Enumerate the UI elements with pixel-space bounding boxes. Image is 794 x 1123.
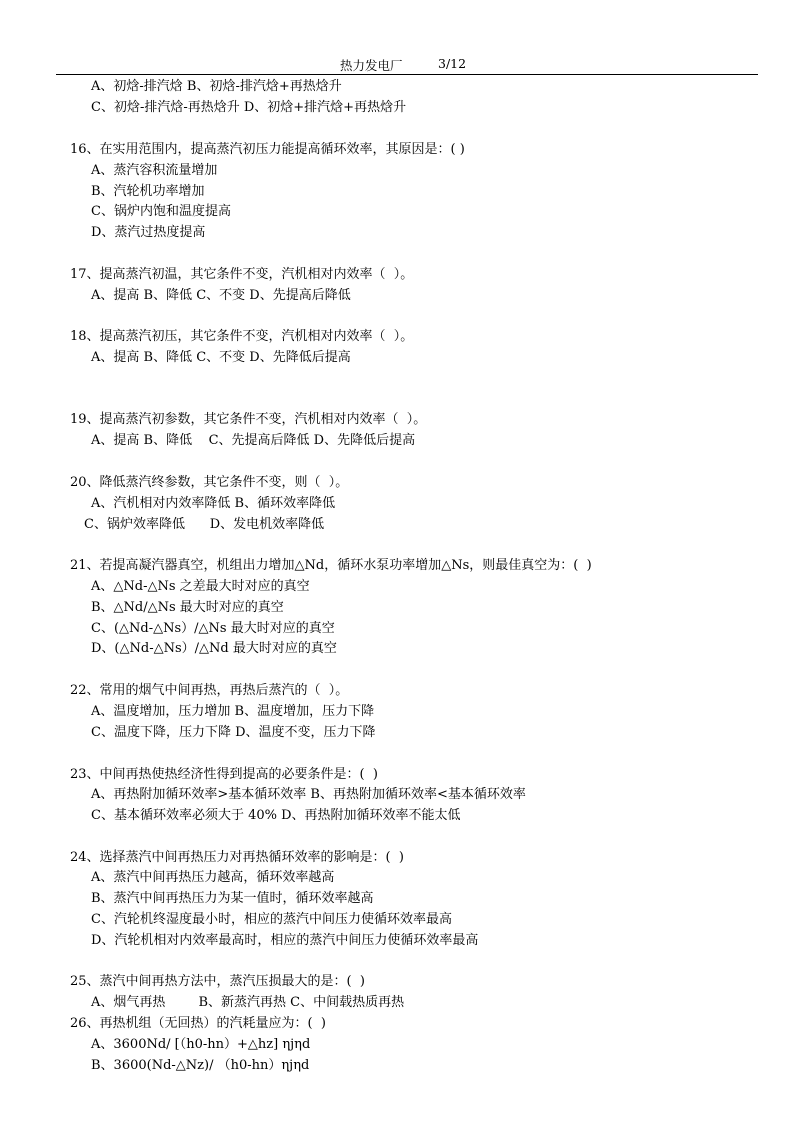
option-text: C、锅炉内饱和温度提高 <box>91 204 231 219</box>
option-text: B、3600(Nd-△Nz)/ （h0-hn）ηjηd <box>91 1058 310 1073</box>
option-text: A、提高 B、降低 C、不变 D、先提高后降低 <box>91 288 351 303</box>
question-text: 26、再热机组（无回热）的汽耗量应为：( ) <box>70 1016 326 1031</box>
option-text: A、蒸汽中间再热压力越高，循环效率越高 <box>91 870 335 885</box>
question-text: 24、选择蒸汽中间再热压力对再热循环效率的影响是：( ) <box>70 850 404 865</box>
option-text: A、再热附加循环效率>基本循环效率 B、再热附加循环效率<基本循环效率 <box>91 787 526 802</box>
option-text: A、烟气再热 B、新蒸汽再热 C、中间载热质再热 <box>91 995 405 1010</box>
question-text: 25、蒸汽中间再热方法中，蒸汽压损最大的是：( ) <box>70 974 365 989</box>
question-text: 21、若提高凝汽器真空，机组出力增加△Nd，循环水泵功率增加△Ns，则最佳真空为：( ) <box>70 558 592 573</box>
header-title: 热力发电厂 <box>340 58 403 73</box>
option-text: C、基本循环效率必须大于 40% D、再热附加循环效率不能太低 <box>91 808 461 823</box>
option-text: A、3600Nd/ [（h0-hn）+△hz] ηjηd <box>91 1037 311 1052</box>
option-text: A、汽机相对内效率降低 B、循环效率降低 <box>91 496 336 511</box>
option-text: C、(△Nd-△Ns）/△Ns 最大时对应的真空 <box>91 621 335 636</box>
option-text: D、汽轮机相对内效率最高时，相应的蒸汽中间压力使循环效率最高 <box>91 933 479 948</box>
option-text: D、蒸汽过热度提高 <box>91 225 206 240</box>
option-text: A、温度增加，压力增加 B、温度增加，压力下降 <box>91 704 375 719</box>
question-text: 16、在实用范围内，提高蒸汽初压力能提高循环效率，其原因是：( ) <box>70 142 465 157</box>
option-text: B、汽轮机功率增加 <box>91 184 205 199</box>
option-text: A、提高 B、降低 C、不变 D、先降低后提高 <box>91 350 351 365</box>
option-text: C、汽轮机终湿度最小时，相应的蒸汽中间压力使循环效率最高 <box>91 912 452 927</box>
option-text: B、蒸汽中间再热压力为某一值时，循环效率越高 <box>91 891 374 906</box>
question-text: 17、提高蒸汽初温，其它条件不变，汽机相对内效率（ ）。 <box>70 267 414 282</box>
option-text: B、△Nd/△Ns 最大时对应的真空 <box>91 600 284 615</box>
question-text: 20、降低蒸汽终参数，其它条件不变，则（ ）。 <box>70 475 349 490</box>
option-text: D、(△Nd-△Ns）/△Nd 最大时对应的真空 <box>91 641 337 656</box>
option-text: A、提高 B、降低 C、先提高后降低 D、先降低后提高 <box>91 433 416 448</box>
option-text: C、初焓-排汽焓-再热焓升 D、初焓+排汽焓+再热焓升 <box>91 100 407 115</box>
option-text: A、△Nd-△Ns 之差最大时对应的真空 <box>91 579 310 594</box>
option-text: C、锅炉效率降低 D、发电机效率降低 <box>84 517 325 532</box>
page-number: 3/12 <box>438 56 467 71</box>
question-text: 18、提高蒸汽初压，其它条件不变，汽机相对内效率（ ）。 <box>70 329 414 344</box>
question-text: 23、中间再热使热经济性得到提高的必要条件是：( ) <box>70 767 378 782</box>
question-text: 22、常用的烟气中间再热，再热后蒸汽的（ ）。 <box>70 683 349 698</box>
option-text: A、蒸汽容积流量增加 <box>91 163 218 178</box>
question-text: 19、提高蒸汽初参数，其它条件不变，汽机相对内效率（ ）。 <box>70 412 427 427</box>
option-text: C、温度下降，压力下降 D、温度不变，压力下降 <box>91 725 376 740</box>
option-text: A、初焓-排汽焓 B、初焓-排汽焓+再热焓升 <box>91 79 342 94</box>
